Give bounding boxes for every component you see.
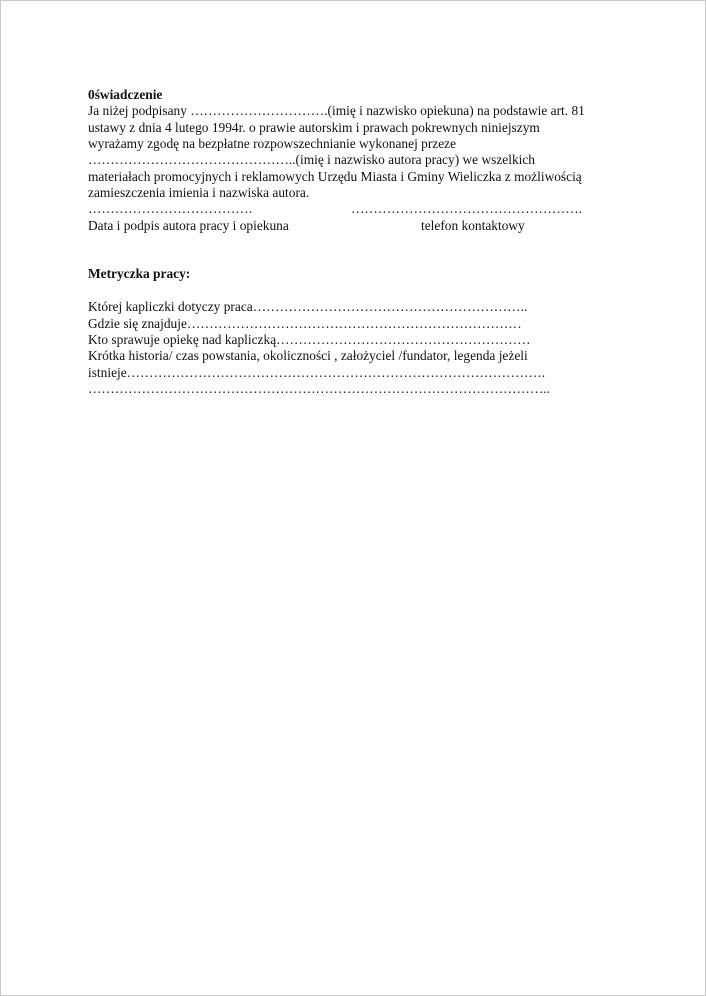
signature-label-left: Data i podpis autora pracy i opiekuna xyxy=(88,218,289,233)
declaration-line-2: ustawy z dnia 4 lutego 1994r. o prawie autorskim i prawach pokrewnych niniejszym xyxy=(88,120,540,135)
metrics-line-chapel: Której kapliczki dotyczy praca…………………………………………………….. xyxy=(88,299,528,314)
signature-dots-left: ………………………………. xyxy=(88,201,253,216)
metrics-line-history-cont: istnieje…………………………………………………………………………………. xyxy=(88,365,546,380)
declaration-line-3: wyrażamy zgodę na bezpłatne rozpowszechnianie wykonanej przeze xyxy=(88,136,457,151)
metrics-line-location: Gdzie się znajduje………………………………………………………………… xyxy=(88,316,522,331)
signature-label-right: telefon kontaktowy xyxy=(421,218,525,233)
declaration-line-1: Ja niżej podpisany ………………………….(imię i nazwisko opiekuna) na podstawie art. 81 xyxy=(88,103,585,118)
metrics-line-blank: ………………………………………………………………………………………….. xyxy=(88,381,550,396)
declaration-line-5: materiałach promocyjnych i reklamowych Urzędu Miasta i Gminy Wieliczka z możliwością xyxy=(88,169,582,184)
metrics-line-caretaker: Kto sprawuje opiekę nad kapliczką………………………………………………… xyxy=(88,332,531,347)
metrics-line-history: Krótka historia/ czas powstania, okoliczności , założyciel /fundator, legenda jeżeli xyxy=(88,348,528,363)
declaration-heading: 0świadczenie xyxy=(88,87,163,102)
signature-dots-right: ……………………………………………. xyxy=(351,201,582,216)
declaration-line-6: zamieszczenia imienia i nazwiska autora. xyxy=(88,185,310,200)
metrics-heading: Metryczka pracy: xyxy=(88,266,191,281)
declaration-line-4: ………………………………………..(imię i nazwisko autora pracy) we wszelkich xyxy=(88,152,536,167)
